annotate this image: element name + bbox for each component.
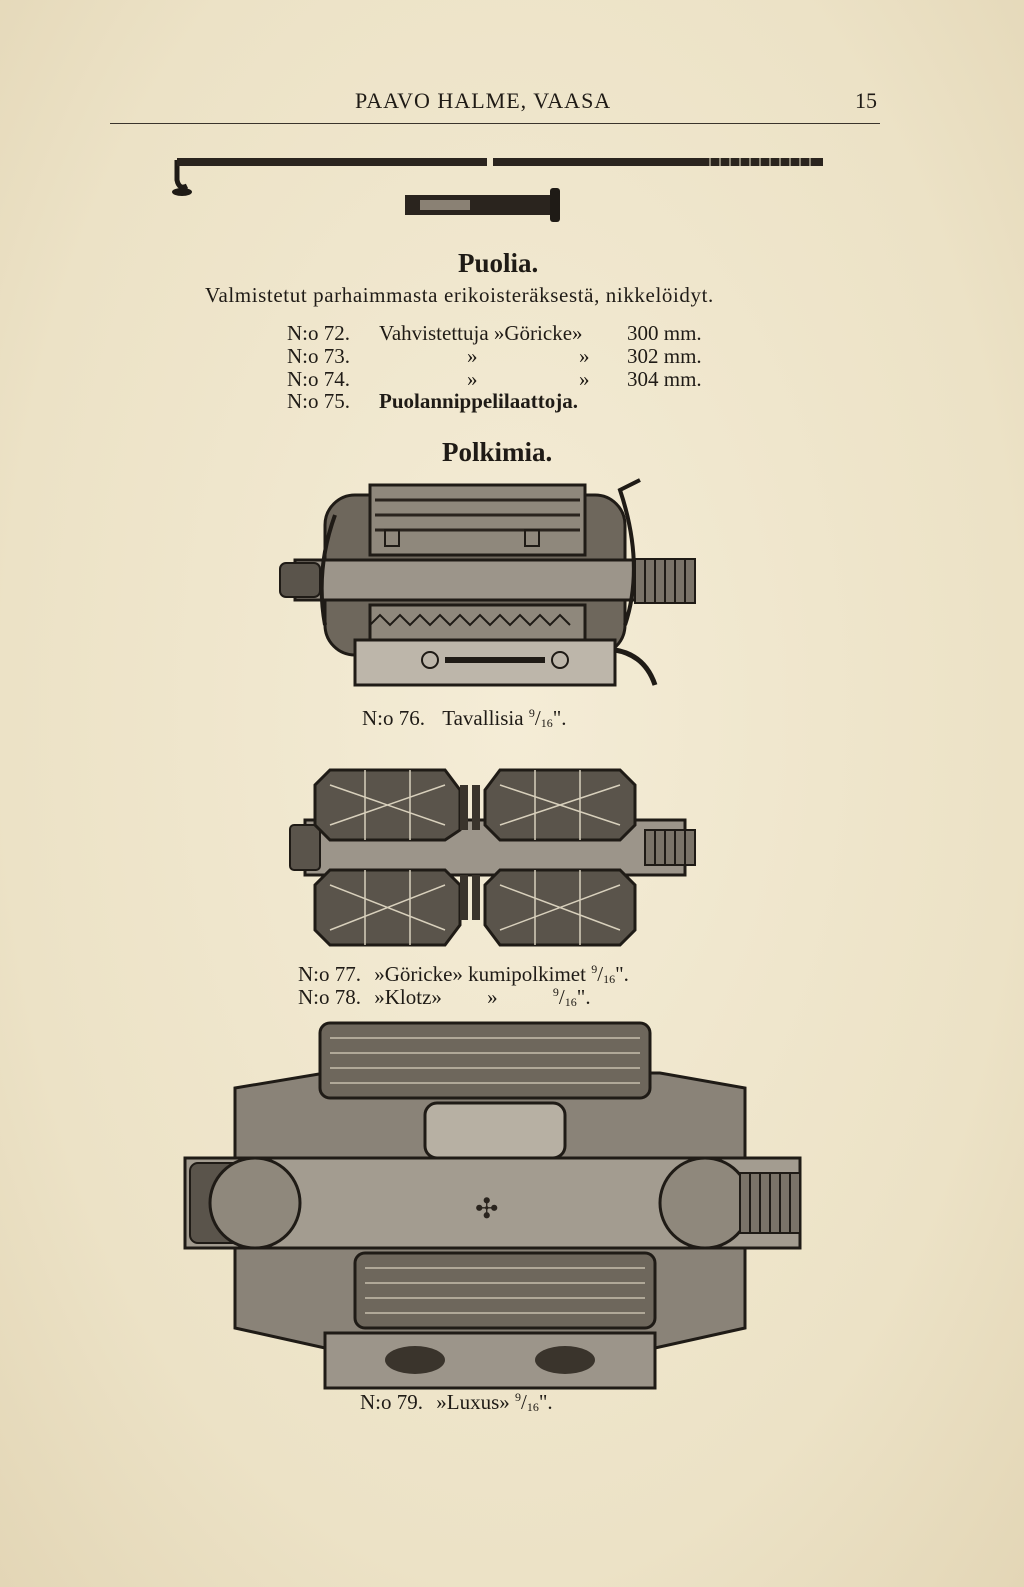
spokes-intro: Valmistetut parhaimmasta erikoisteräksestä, nikkelöidyt. xyxy=(205,283,714,307)
item-name: »Göricke» kumipolkimet xyxy=(374,962,586,986)
header-title: PAAVO HALME, VAASA xyxy=(355,88,612,113)
spokes-title: Puolia. xyxy=(458,248,539,278)
size-numerator: 9 xyxy=(528,706,535,720)
pedals-title: Polkimia. xyxy=(442,437,553,467)
list-item xyxy=(287,367,747,391)
size-denominator: 16 xyxy=(564,995,577,1009)
item-name: Vahvistettuja »Göricke» xyxy=(379,321,583,345)
size-unit: ". xyxy=(576,985,591,1009)
page-header xyxy=(0,88,1024,118)
pedal-76-caption: N:o 76. Tavallisia $^9$/16". xyxy=(362,706,567,730)
item-number: N:o 74. xyxy=(287,367,350,391)
pedal-76-illustration xyxy=(275,475,715,700)
item-number: N:o 75. xyxy=(287,389,350,413)
ditto-mark: » xyxy=(579,344,590,368)
ditto-mark: » xyxy=(579,367,590,391)
size-unit: ". xyxy=(538,1390,553,1414)
svg-text:✣: ✣ xyxy=(475,1194,499,1225)
ditto-mark: » xyxy=(487,985,498,1009)
size-numerator: 9 xyxy=(515,1390,521,1404)
size-unit: ". xyxy=(552,706,567,730)
pedal-78-caption: N:o 78. »Klotz» » $^9$/16". xyxy=(298,985,591,1009)
pedal-77-illustration xyxy=(285,755,705,950)
size-denominator: 16 xyxy=(540,716,553,730)
item-size: 302 mm. xyxy=(627,344,702,368)
item-number: N:o 76. xyxy=(362,706,425,730)
size-numerator: 9 xyxy=(552,985,559,999)
header-rule xyxy=(110,123,880,124)
item-name: »Klotz» xyxy=(374,985,442,1009)
size-unit: ". xyxy=(615,962,629,986)
list-item xyxy=(287,321,747,345)
item-size: 304 mm. xyxy=(627,367,702,391)
pedal-79-caption: N:o 79. »Luxus» $^9$/16". xyxy=(360,1390,553,1414)
ditto-mark: » xyxy=(467,344,478,368)
size-denominator: 16 xyxy=(526,1400,539,1414)
item-number: N:o 73. xyxy=(287,344,350,368)
item-number: N:o 77. xyxy=(298,962,361,986)
list-item xyxy=(287,344,747,368)
list-item xyxy=(287,389,747,413)
pedal-79-illustration xyxy=(185,1018,815,1398)
item-number: N:o 72. xyxy=(287,321,350,345)
size-numerator: 9 xyxy=(591,962,598,976)
item-number: N:o 79. xyxy=(360,1390,423,1414)
item-name: Tavallisia xyxy=(442,706,524,730)
item-number: N:o 78. xyxy=(298,985,361,1009)
page-number: 15 xyxy=(855,88,877,113)
item-name: »Luxus» xyxy=(436,1390,510,1414)
size-denominator: 16 xyxy=(603,972,616,986)
spoke-illustration xyxy=(165,150,835,225)
pedal-77-caption: N:o 77. »Göricke» kumipolkimet $^9$/16". xyxy=(298,962,629,986)
item-size: 300 mm. xyxy=(627,321,702,345)
ditto-mark: » xyxy=(467,367,478,391)
item-name: Puolannippelilaattoja. xyxy=(379,389,578,413)
